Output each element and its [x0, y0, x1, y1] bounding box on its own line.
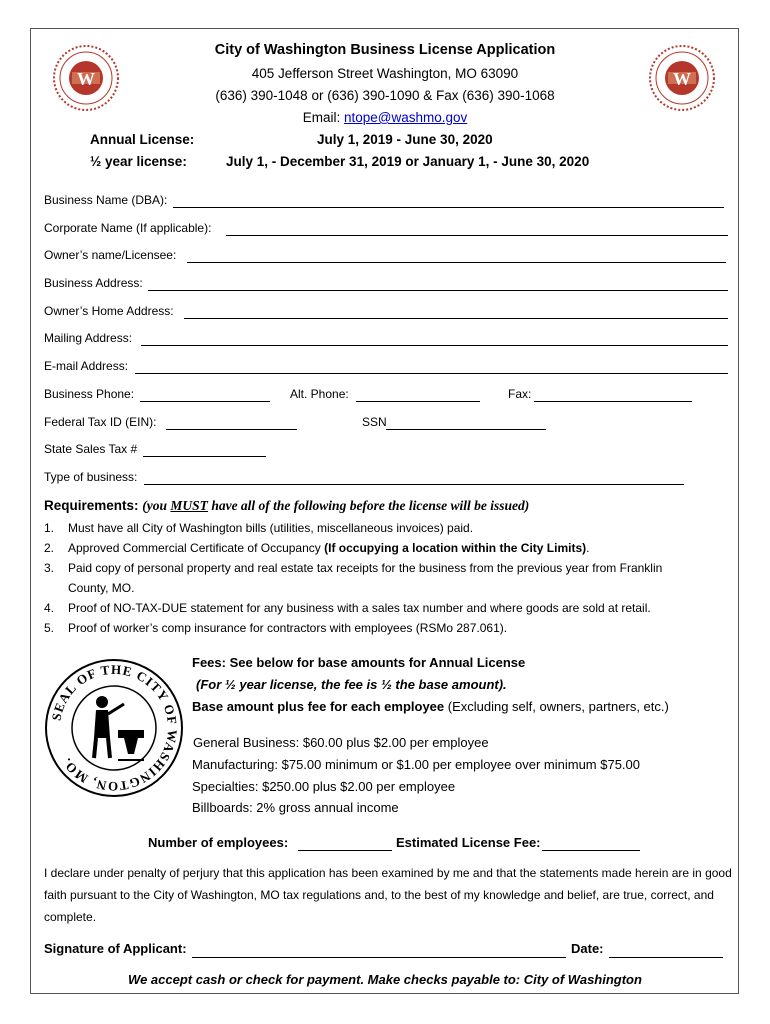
ssn-label: SSN — [362, 415, 387, 429]
business-phone-label: Business Phone: — [44, 387, 135, 401]
email-link[interactable]: ntope@washmo.gov — [343, 110, 468, 125]
mailing-address-field[interactable] — [141, 345, 728, 346]
declaration-text: I declare under penalty of perjury that this application has been examined by me and that the statements made herein are in good faith pursuant to the City of Washington, MO tax regulations and, to the best of my knowledge and belief, are true, correct, and complete. — [44, 866, 732, 924]
type-of-business-field[interactable] — [144, 484, 684, 485]
form-title: City of Washington Business License Application — [214, 42, 556, 58]
half-dates: July 1, - December 31, 2019 or January 1, - June 30, 2020 — [226, 154, 590, 169]
est-fee-label: Estimated License Fee: — [396, 835, 541, 850]
requirements-note-pre: (you — [142, 498, 171, 513]
seal-ring-text: SEAL OF THE CITY OF WASHINGTON, MO. — [48, 661, 181, 795]
federal-tax-field[interactable] — [166, 429, 297, 430]
state-sales-tax-field[interactable] — [143, 456, 266, 457]
fee-manufacturing: Manufacturing: $75.00 minimum or $1.00 per employee over minimum $75.00 — [192, 757, 641, 772]
business-phone-field[interactable] — [140, 401, 270, 402]
fee-specialties: Specialties: $250.00 plus $2.00 per employee — [192, 779, 456, 794]
num-employees-label: Number of employees: — [148, 835, 289, 850]
fax-field[interactable] — [534, 401, 692, 402]
owner-name-field[interactable] — [187, 262, 726, 263]
mailing-address-label: Mailing Address: — [44, 331, 133, 345]
logo-letter: W — [77, 69, 95, 89]
email-line — [0, 110, 770, 125]
date-field[interactable] — [609, 957, 723, 958]
list-item: 4. Proof of NO-TAX-DUE statement for any business with a sales tax number and where goods are sold at retail. — [44, 601, 651, 615]
half-label: ½ year license: — [90, 154, 187, 169]
list-item: 5. Proof of worker’s comp insurance for contractors with employees (RSMo 287.061). — [44, 621, 508, 635]
requirements-note-post: have all of the following before the license will be issued) — [207, 498, 530, 513]
business-address-field[interactable] — [148, 290, 728, 291]
payment-note: We accept cash or check for payment. Make checks payable to: City of Washington — [128, 972, 642, 987]
city-seal — [44, 658, 184, 798]
phones: (636) 390-1048 or (636) 390-1090 & Fax (636) 390-1068 — [215, 88, 555, 103]
fax-label: Fax: — [508, 387, 532, 401]
num-employees-field[interactable] — [298, 850, 392, 851]
email-address-field[interactable] — [135, 373, 728, 374]
home-address-field[interactable] — [184, 318, 728, 319]
federal-tax-label: Federal Tax ID (EIN): — [44, 415, 157, 429]
home-address-label: Owner’s Home Address: — [44, 304, 174, 318]
state-sales-tax-label: State Sales Tax # — [44, 442, 138, 456]
requirements-must: MUST — [170, 498, 208, 513]
address: 405 Jefferson Street Washington, MO 63090 — [251, 66, 519, 81]
owner-name-label: Owner’s name/Licensee: — [44, 248, 177, 262]
list-item: 1. Must have all City of Washington bills (utilities, miscellaneous invoices) paid. — [44, 521, 474, 535]
logo-letter: W — [673, 69, 691, 89]
signature-label: Signature of Applicant: — [44, 941, 187, 956]
alt-phone-field[interactable] — [356, 401, 480, 402]
corporate-name-label: Corporate Name (If applicable): — [44, 221, 212, 235]
signature-field[interactable] — [192, 957, 566, 958]
est-fee-field[interactable] — [542, 850, 640, 851]
business-name-label: Business Name (DBA): — [44, 193, 168, 207]
blacksmith-icon — [94, 696, 144, 760]
requirements-label: Requirements: — [44, 498, 139, 513]
business-address-label: Business Address: — [44, 276, 143, 290]
fee-billboards: Billboards: 2% gross annual income — [192, 800, 399, 815]
annual-dates: July 1, 2019 - June 30, 2020 — [317, 132, 493, 147]
fees-line3: Base amount plus fee for each employee (Excluding self, owners, partners, etc.) — [192, 699, 669, 714]
list-item: 3. Paid copy of personal property and real estate tax receipts for the business from the previous year from Franklin County, MO. — [44, 561, 663, 595]
requirements-list — [44, 518, 724, 638]
requirements-heading — [44, 498, 529, 514]
email-label: Email: — [302, 110, 344, 125]
list-item: 2. Approved Commercial Certificate of Occupancy (If occupying a location within the City Limits). — [44, 541, 590, 555]
fee-general: General Business: $60.00 plus $2.00 per employee — [193, 735, 489, 750]
business-name-field[interactable] — [173, 207, 724, 208]
alt-phone-label: Alt. Phone: — [290, 387, 349, 401]
date-label: Date: — [571, 941, 604, 956]
email-address-label: E-mail Address: — [44, 359, 129, 373]
annual-label: Annual License: — [90, 132, 195, 147]
fees-line1: Fees: See below for base amounts for Annual License — [192, 655, 526, 670]
fees-line2: (For ½ year license, the fee is ½ the base amount). — [196, 677, 507, 692]
type-of-business-label: Type of business: — [44, 470, 138, 484]
corporate-name-field[interactable] — [226, 235, 728, 236]
ssn-field[interactable] — [386, 429, 546, 430]
